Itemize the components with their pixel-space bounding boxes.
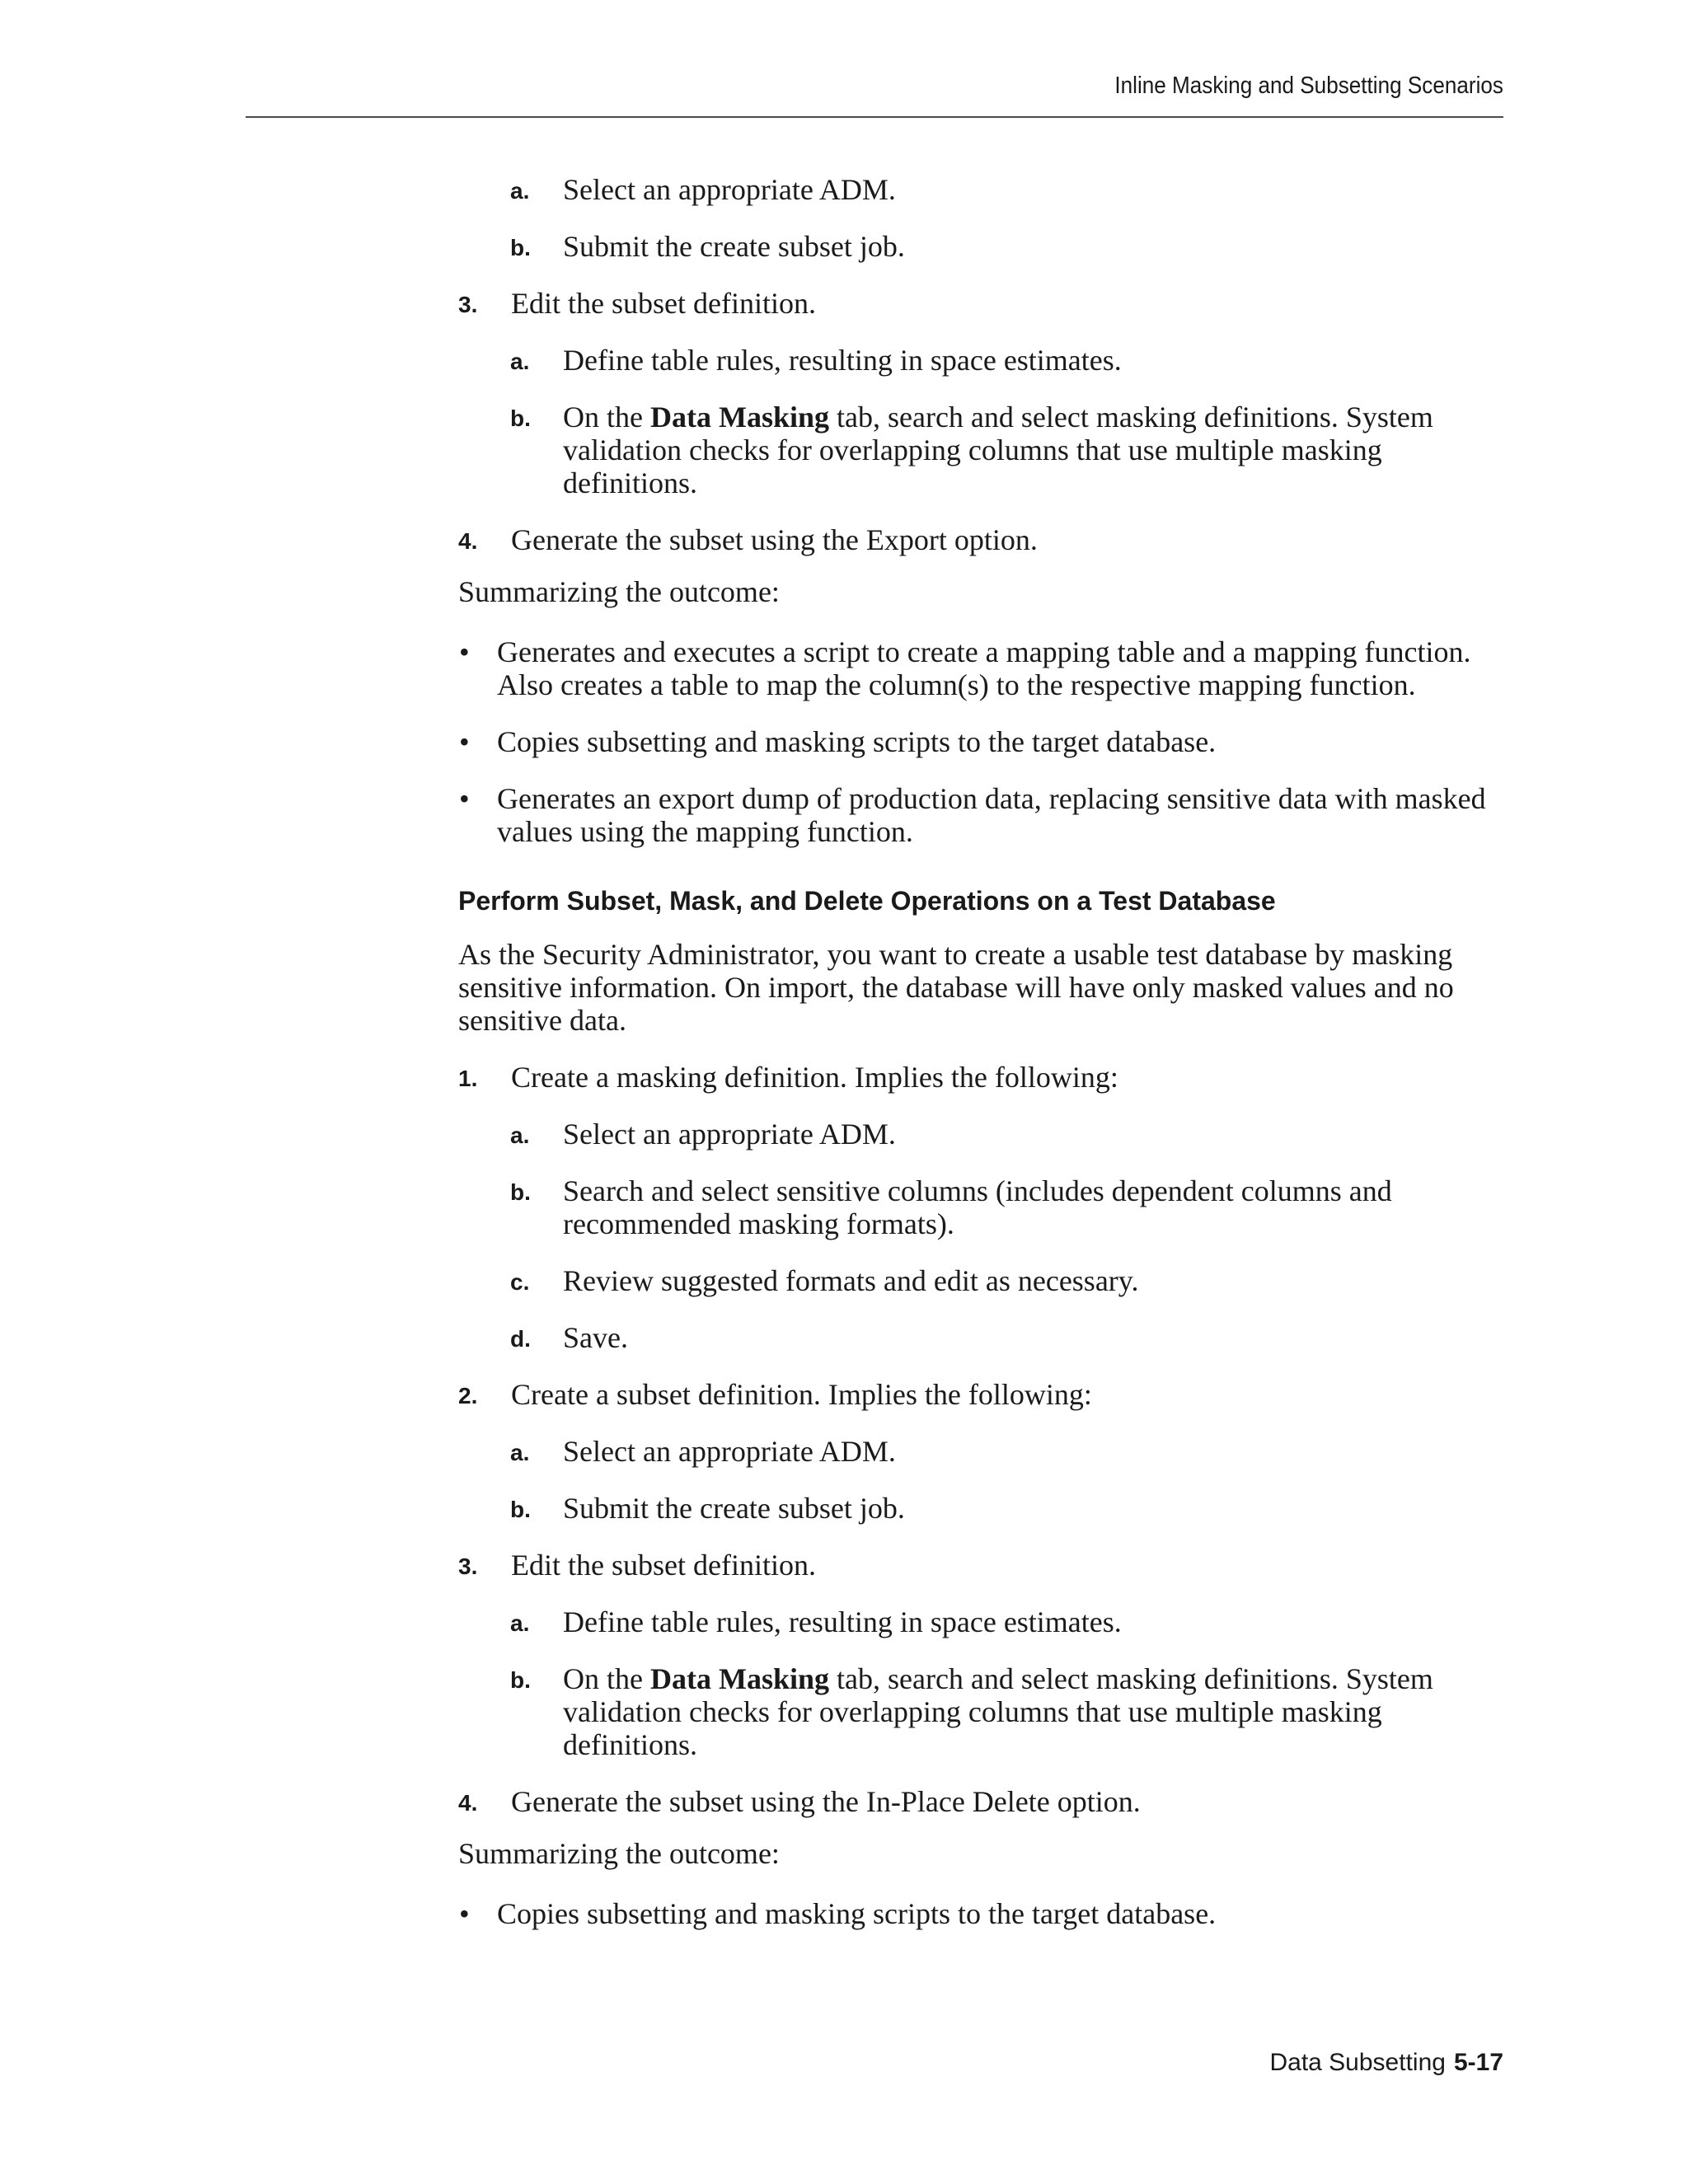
list-item xyxy=(458,1492,1505,1525)
ui-term-data-masking: Data Masking xyxy=(649,401,830,434)
bullet-marker: • xyxy=(459,1897,470,1930)
list-item-text: Submit the create subset job. xyxy=(563,230,905,263)
list-item xyxy=(458,1549,1505,1582)
bullet-item xyxy=(458,1897,1505,1930)
list-marker: b. xyxy=(510,1179,531,1205)
ui-term-data-masking: Data Masking xyxy=(649,1662,830,1695)
page-footer xyxy=(1269,2049,1503,2077)
page-body xyxy=(458,173,1505,1930)
footer-page-number: 5-17 xyxy=(1453,2049,1503,2076)
bullet-text: Copies subsetting and masking scripts to the target database. xyxy=(497,725,1217,758)
list-item xyxy=(458,1605,1505,1638)
list-item-text: Create a masking definition. Implies the following: xyxy=(511,1061,1118,1094)
list-item-text: Define table rules, resulting in space estimates. xyxy=(563,1605,1122,1638)
list-item xyxy=(458,1321,1505,1354)
list-item-text: Edit the subset definition. xyxy=(511,287,816,320)
list-item-text xyxy=(563,401,1433,499)
list-item xyxy=(458,1378,1505,1411)
footer-chapter: Data Subsetting xyxy=(1269,2049,1446,2076)
bullet-text: Generates and executes a script to create a mapping table and a mapping function. Also creates a table to map the column(s) to the respective mapping function. xyxy=(497,635,1471,701)
bullet-text: Copies subsetting and masking scripts to the target database. xyxy=(497,1897,1217,1930)
bullet-marker: • xyxy=(459,635,470,668)
outcome-intro: Summarizing the outcome: xyxy=(458,575,780,608)
list-marker: 3. xyxy=(458,1554,478,1579)
list-marker: 4. xyxy=(458,528,478,554)
list-item-text: Generate the subset using the Export option. xyxy=(511,523,1038,556)
list-item-text: Create a subset definition. Implies the following: xyxy=(511,1378,1092,1411)
list-item xyxy=(458,401,1505,499)
list-marker: 1. xyxy=(458,1066,478,1091)
text-run: tab, search and select masking definitions. System validation checks for overlapping columns that use multiple masking definitions. xyxy=(563,1662,1433,1761)
list-item-text xyxy=(563,1662,1433,1761)
list-item xyxy=(458,1174,1505,1240)
bullet-marker: • xyxy=(459,725,470,758)
bullet-text: Generates an export dump of production data, replacing sensitive data with masked values using the mapping function. xyxy=(497,782,1486,848)
text-run: On the xyxy=(563,1662,650,1695)
list-marker: c. xyxy=(510,1269,530,1295)
list-item xyxy=(458,523,1505,556)
list-item xyxy=(458,1662,1505,1761)
running-header-title: Inline Masking and Subsetting Scenarios xyxy=(1114,73,1503,99)
list-item-text: Select an appropriate ADM. xyxy=(563,1435,896,1468)
list-marker: a. xyxy=(510,1440,530,1465)
list-marker: b. xyxy=(510,405,531,431)
list-marker: a. xyxy=(510,1122,530,1148)
list-marker: b. xyxy=(510,235,531,260)
list-item xyxy=(458,1264,1505,1297)
list-item xyxy=(458,173,1505,206)
list-item-text: Select an appropriate ADM. xyxy=(563,173,896,206)
list-item xyxy=(458,287,1505,320)
list-item xyxy=(458,1785,1505,1818)
list-marker: d. xyxy=(510,1326,531,1352)
list-marker: a. xyxy=(510,178,530,204)
list-marker: b. xyxy=(510,1667,531,1693)
list-item xyxy=(458,1435,1505,1468)
header-rule xyxy=(246,116,1503,118)
list-marker: 4. xyxy=(458,1790,478,1816)
list-marker: a. xyxy=(510,349,530,374)
list-item-text: Save. xyxy=(563,1321,628,1354)
list-item-text: Search and select sensitive columns (includes dependent columns and recommended masking formats). xyxy=(563,1174,1392,1240)
list-item xyxy=(458,1118,1505,1151)
list-item xyxy=(458,230,1505,263)
list-item-text: Generate the subset using the In-Place Delete option. xyxy=(511,1785,1141,1818)
bullet-item xyxy=(458,725,1505,758)
text-run: On the xyxy=(563,401,650,434)
list-item-text: Review suggested formats and edit as necessary. xyxy=(563,1264,1139,1297)
section-heading: Perform Subset, Mask, and Delete Operations on a Test Database xyxy=(458,886,1276,916)
list-item xyxy=(458,1061,1505,1094)
list-marker: a. xyxy=(510,1610,530,1636)
section-intro: As the Security Administrator, you want to create a usable test database by masking sensitive information. On import, the database will have only masked values and no sensitive data. xyxy=(458,938,1454,1037)
list-item xyxy=(458,344,1505,377)
list-marker: b. xyxy=(510,1497,531,1522)
list-item-text: Edit the subset definition. xyxy=(511,1549,816,1582)
bullet-item xyxy=(458,635,1505,701)
list-item-text: Submit the create subset job. xyxy=(563,1492,905,1525)
list-item-text: Select an appropriate ADM. xyxy=(563,1118,896,1151)
list-marker: 2. xyxy=(458,1383,478,1408)
outcome-intro: Summarizing the outcome: xyxy=(458,1837,780,1870)
list-item-text: Define table rules, resulting in space estimates. xyxy=(563,344,1122,377)
bullet-marker: • xyxy=(459,782,470,815)
list-marker: 3. xyxy=(458,292,478,317)
text-run: tab, search and select masking definitions. System validation checks for overlapping columns that use multiple masking definitions. xyxy=(563,401,1433,499)
bullet-item xyxy=(458,782,1505,848)
